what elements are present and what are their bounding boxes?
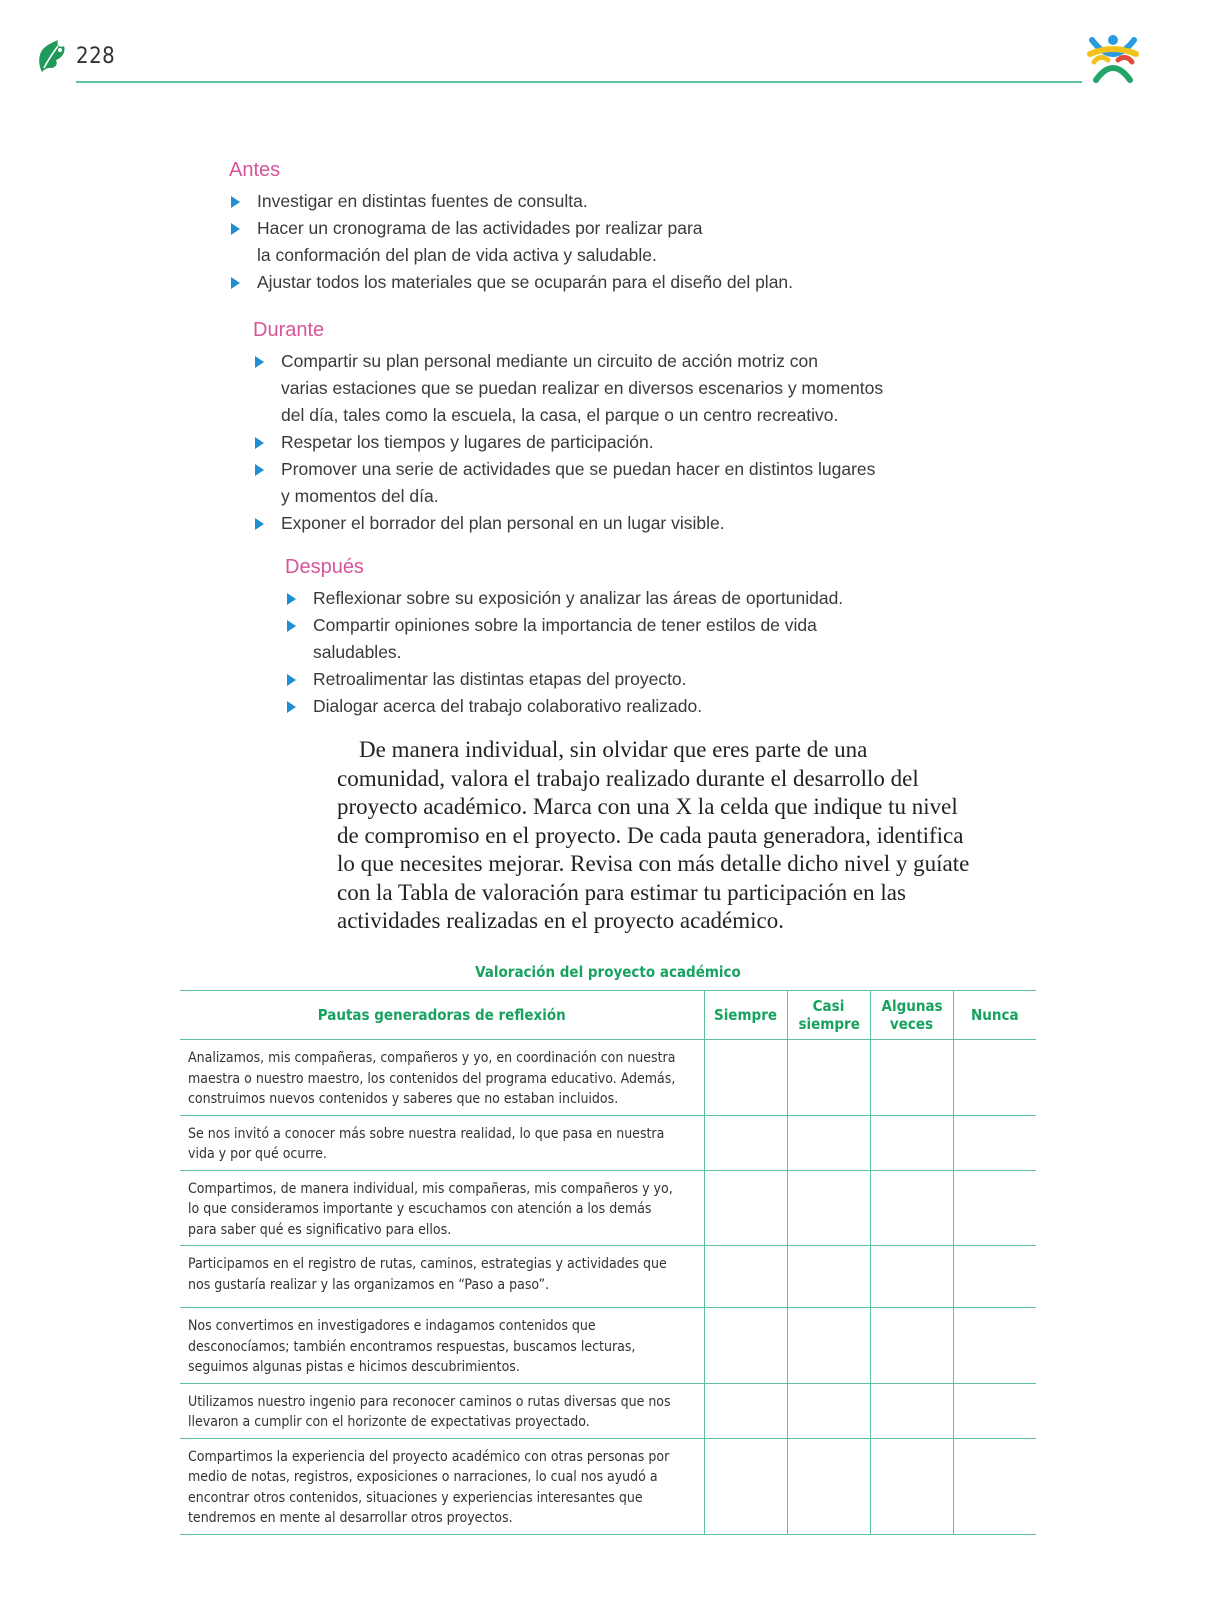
durante-list xyxy=(253,348,953,537)
cell-siempre[interactable] xyxy=(704,1438,787,1534)
list-item: Respetar los tiempos y lugares de participación. xyxy=(253,429,953,456)
header-algunas-veces-label: Algunas veces xyxy=(881,997,943,1033)
section-title-despues: Después xyxy=(285,556,364,578)
colorful-people-logo-icon xyxy=(1086,34,1140,84)
row-statement: Utilizamos nuestro ingenio para reconocer caminos o rutas diversas que nos llevaron a cumplir con el horizonte de expectativas proyectado. xyxy=(180,1383,704,1438)
header-casi-siempre-label: Casi siempre xyxy=(798,997,860,1033)
list-item-continuation: del día, tales como la escuela, la casa, el parque o un centro recreativo. xyxy=(281,405,839,425)
cell-nunca[interactable] xyxy=(953,1115,1036,1170)
section-despues xyxy=(285,555,985,720)
cell-algunas-veces[interactable] xyxy=(870,1308,953,1384)
cell-siempre[interactable] xyxy=(704,1383,787,1438)
cell-siempre[interactable] xyxy=(704,1308,787,1384)
intro-paragraph: De manera individual, sin olvidar que eres parte de una comunidad, valora el trabajo realizado durante el desarrollo del proyecto académico. Marca con una X la celda que indique tu nivel de compromiso en el proyecto. De cada pauta generadora, identifica lo que necesites mejorar. Revisa con más detalle dicho nivel y guíate con la Tabla de valoración para estimar tu participación en las actividades realizadas en el proyecto académico. xyxy=(337,737,970,933)
cell-algunas-veces[interactable] xyxy=(870,1246,953,1308)
list-item: Investigar en distintas fuentes de consulta. xyxy=(229,188,929,215)
cell-nunca[interactable] xyxy=(953,1170,1036,1246)
cell-casi-siempre[interactable] xyxy=(787,1383,870,1438)
cell-algunas-veces[interactable] xyxy=(870,1115,953,1170)
list-item-continuation: varias estaciones que se puedan realizar en diversos escenarios y momentos xyxy=(281,378,884,398)
cell-casi-siempre[interactable] xyxy=(787,1438,870,1534)
cell-algunas-veces[interactable] xyxy=(870,1040,953,1116)
section-antes xyxy=(229,158,929,296)
header-rule xyxy=(76,81,1082,83)
row-statement: Compartimos la experiencia del proyecto académico con otras personas por medio de notas, registros, exposiciones o narraciones, lo cual nos ayudó a encontrar otros contenidos, situaciones y experiencias interesantes que tendremos en mente al desarrollar otros proyectos. xyxy=(180,1438,704,1534)
evaluation-table xyxy=(180,990,1036,1535)
header-algunas-veces xyxy=(870,991,953,1040)
table-header-row xyxy=(180,991,1036,1040)
cell-nunca[interactable] xyxy=(953,1246,1036,1308)
header-nunca: Nunca xyxy=(953,991,1036,1040)
cell-nunca[interactable] xyxy=(953,1438,1036,1534)
cell-siempre[interactable] xyxy=(704,1115,787,1170)
table-row xyxy=(180,1308,1036,1384)
table-row xyxy=(180,1170,1036,1246)
section-title-durante: Durante xyxy=(253,319,325,341)
list-item: Compartir opiniones sobre la importancia de tener estilos de vida xyxy=(285,612,985,639)
list-item: Dialogar acerca del trabajo colaborativo realizado. xyxy=(285,693,985,720)
cell-siempre[interactable] xyxy=(704,1040,787,1116)
list-item: Compartir su plan personal mediante un circuito de acción motriz con xyxy=(253,348,953,375)
despues-list xyxy=(285,585,985,720)
row-statement: Se nos invitó a conocer más sobre nuestra realidad, lo que pasa en nuestra vida y por qué ocurre. xyxy=(180,1115,704,1170)
antes-list xyxy=(229,188,929,296)
green-leaf-logo-icon xyxy=(36,38,68,74)
row-statement: Analizamos, mis compañeras, compañeros y yo, en coordinación con nuestra maestra o nuestro maestro, los contenidos del programa educativo. Además, construimos nuevos contenidos y saberes que no estaban incluidos. xyxy=(180,1040,704,1116)
cell-algunas-veces[interactable] xyxy=(870,1438,953,1534)
cell-nunca[interactable] xyxy=(953,1040,1036,1116)
table-row xyxy=(180,1383,1036,1438)
list-item-continuation: la conformación del plan de vida activa y saludable. xyxy=(257,245,657,265)
cell-casi-siempre[interactable] xyxy=(787,1170,870,1246)
cell-casi-siempre[interactable] xyxy=(787,1115,870,1170)
header-siempre: Siempre xyxy=(704,991,787,1040)
cell-algunas-veces[interactable] xyxy=(870,1170,953,1246)
list-item: Hacer un cronograma de las actividades por realizar para xyxy=(229,215,929,242)
row-statement: Compartimos, de manera individual, mis compañeras, mis compañeros y yo, lo que consideramos importante y escuchamos con atención a los demás para saber qué es significativo para ellos. xyxy=(180,1170,704,1246)
table-title: Valoración del proyecto académico xyxy=(475,963,741,981)
table-row xyxy=(180,1438,1036,1534)
section-title-antes: Antes xyxy=(229,159,281,181)
cell-algunas-veces[interactable] xyxy=(870,1383,953,1438)
page-number: 228 xyxy=(76,44,116,69)
header-pautas: Pautas generadoras de reflexión xyxy=(180,991,704,1040)
table-row xyxy=(180,1040,1036,1116)
section-durante xyxy=(253,318,953,537)
row-statement: Nos convertimos en investigadores e indagamos contenidos que desconocíamos; también encontramos respuestas, buscamos lecturas, seguimos algunas pistas e hicimos descubrimientos. xyxy=(180,1308,704,1384)
cell-casi-siempre[interactable] xyxy=(787,1308,870,1384)
cell-casi-siempre[interactable] xyxy=(787,1246,870,1308)
list-item-continuation: saludables. xyxy=(313,642,402,662)
list-item: Ajustar todos los materiales que se ocuparán para el diseño del plan. xyxy=(229,269,929,296)
list-item: Promover una serie de actividades que se puedan hacer en distintos lugares xyxy=(253,456,953,483)
header-casi-siempre xyxy=(787,991,870,1040)
table-row xyxy=(180,1115,1036,1170)
row-statement: Participamos en el registro de rutas, caminos, estrategias y actividades que nos gustaría realizar y las organizamos en “Paso a paso”. xyxy=(180,1246,704,1308)
list-item: Retroalimentar las distintas etapas del proyecto. xyxy=(285,666,985,693)
page-header xyxy=(0,0,1214,100)
cell-nunca[interactable] xyxy=(953,1308,1036,1384)
list-item: Exponer el borrador del plan personal en un lugar visible. xyxy=(253,510,953,537)
cell-siempre[interactable] xyxy=(704,1246,787,1308)
cell-casi-siempre[interactable] xyxy=(787,1040,870,1116)
cell-siempre[interactable] xyxy=(704,1170,787,1246)
list-item: Reflexionar sobre su exposición y analizar las áreas de oportunidad. xyxy=(285,585,985,612)
cell-nunca[interactable] xyxy=(953,1383,1036,1438)
list-item-continuation: y momentos del día. xyxy=(281,486,439,506)
table-row xyxy=(180,1246,1036,1308)
